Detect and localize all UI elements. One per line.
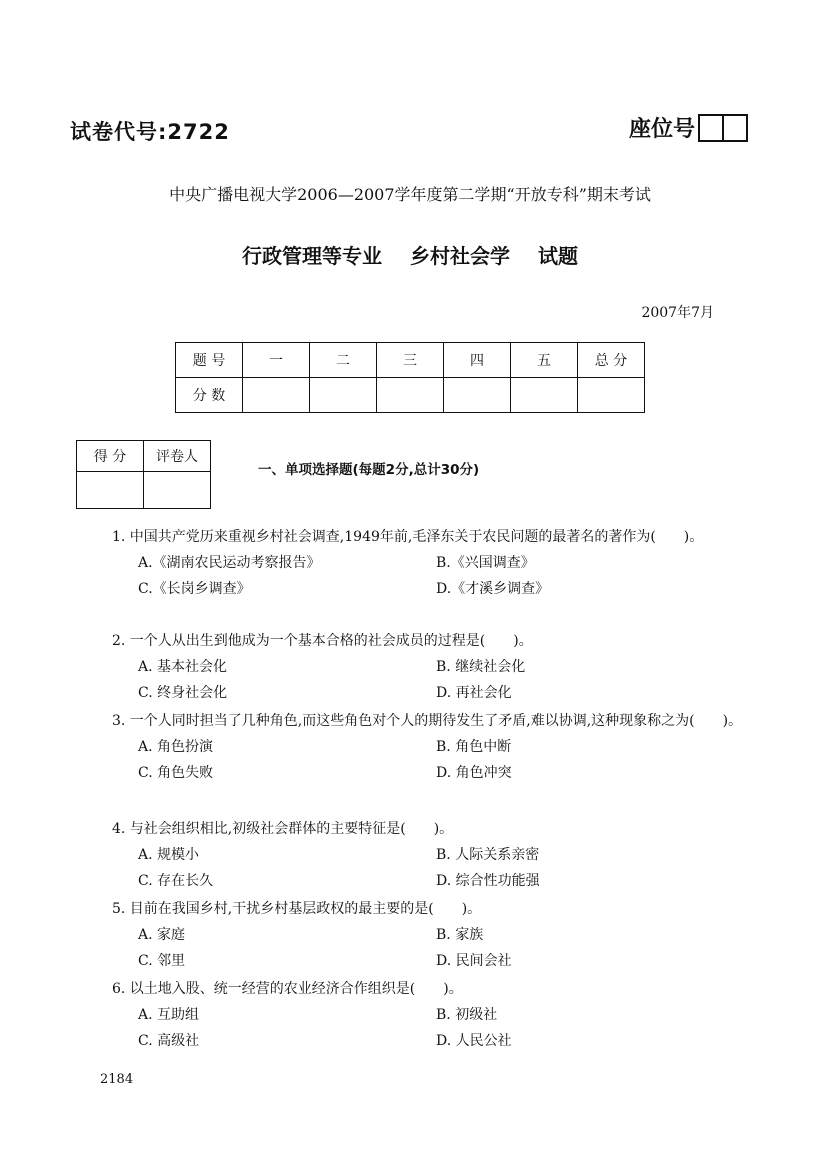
option-c[interactable]: C. 邻里 [138,953,186,969]
grader-score-cell[interactable] [77,472,144,509]
question-4 [82,816,752,894]
page-number: 2184 [100,1072,134,1087]
score-col-total: 总 分 [578,343,645,378]
option-b[interactable]: B. 继续社会化 [436,659,526,675]
option-c[interactable]: C. 高级社 [138,1033,200,1049]
exam-date: 2007年7月 [641,305,714,321]
score-col-3: 三 [377,343,444,378]
option-b[interactable]: B. 角色中断 [436,739,512,755]
score-col-1: 一 [243,343,310,378]
question-1 [82,524,752,602]
question-3 [82,708,752,786]
score-table-header-row [176,343,645,378]
question-options [82,550,752,602]
score-cell[interactable] [243,378,310,413]
option-a[interactable]: A. 角色扮演 [138,739,214,755]
option-a[interactable]: A. 规模小 [138,847,200,863]
option-a[interactable]: A. 基本社会化 [138,659,228,675]
option-d[interactable]: D. 再社会化 [436,685,512,701]
title-suffix: 试题 [538,244,578,268]
question-stem: 2. 一个人从出生到他成为一个基本合格的社会成员的过程是( )。 [112,633,533,649]
grader-name-label: 评卷人 [144,441,211,472]
question-stem: 5. 目前在我国乡村,干扰乡村基层政权的最主要的是( )。 [112,901,482,917]
option-b[interactable]: B. 人际关系亲密 [436,847,540,863]
option-d[interactable]: D. 角色冲突 [436,765,512,781]
grader-name-cell[interactable] [144,472,211,509]
question-options [82,1002,752,1054]
grader-score-label: 得 分 [77,441,144,472]
score-col-5: 五 [511,343,578,378]
score-cell[interactable] [578,378,645,413]
score-table-value-row [176,378,645,413]
option-b[interactable]: B. 初级社 [436,1007,498,1023]
option-d[interactable]: D. 人民公社 [436,1033,512,1049]
option-b[interactable]: B.《兴国调查》 [436,555,535,571]
seat-box [698,114,724,142]
section-title: 一、单项选择题(每题2分,总计30分) [258,462,480,478]
option-a[interactable]: A. 家庭 [138,927,186,943]
seat-box [724,114,748,142]
exam-code: 试卷代号:2722 [70,120,230,144]
title-subject: 乡村社会学 [410,244,510,268]
question-options [82,842,752,894]
question-6 [82,976,752,1054]
grader-header-row [77,441,211,472]
seat-label: 座位号 [628,117,695,142]
option-d[interactable]: D. 综合性功能强 [436,873,540,889]
grader-table [76,440,211,509]
option-a[interactable]: A.《湖南农民运动考察报告》 [138,555,321,571]
question-options [82,654,752,706]
question-options [82,734,752,786]
score-cell[interactable] [310,378,377,413]
score-cell[interactable] [511,378,578,413]
exam-header: 中央广播电视大学2006—2007学年度第二学期“开放专科”期末考试 [169,185,651,204]
option-d[interactable]: D.《才溪乡调查》 [436,581,550,597]
question-stem: 6. 以土地入股、统一经营的农业经济合作组织是( )。 [112,981,463,997]
seat-boxes [698,114,748,142]
score-col-4: 四 [444,343,511,378]
grader-value-row [77,472,211,509]
question-stem: 1. 中国共产党历来重视乡村社会调查,1949年前,毛泽东关于农民问题的最著名的著作为( )。 [112,529,704,545]
score-col-2: 二 [310,343,377,378]
score-cell[interactable] [377,378,444,413]
seat-number [629,112,748,143]
option-c[interactable]: C. 存在长久 [138,873,214,889]
option-b[interactable]: B. 家族 [436,927,484,943]
question-options [82,922,752,974]
option-c[interactable]: C.《长岗乡调查》 [138,581,251,597]
option-d[interactable]: D. 民间会社 [436,953,512,969]
option-a[interactable]: A. 互助组 [138,1007,200,1023]
title-major: 行政管理等专业 [242,244,382,268]
score-table [175,342,645,413]
question-2 [82,628,752,706]
question-stem: 4. 与社会组织相比,初级社会群体的主要特征是( )。 [112,821,454,837]
exam-title [0,240,820,269]
option-c[interactable]: C. 角色失败 [138,765,214,781]
question-stem: 3. 一个人同时担当了几种角色,而这些角色对个人的期待发生了矛盾,难以协调,这种现象称之为( )。 [112,713,743,729]
option-c[interactable]: C. 终身社会化 [138,685,228,701]
score-value-label: 分 数 [176,378,243,413]
question-5 [82,896,752,974]
score-cell[interactable] [444,378,511,413]
score-row-label: 题 号 [176,343,243,378]
